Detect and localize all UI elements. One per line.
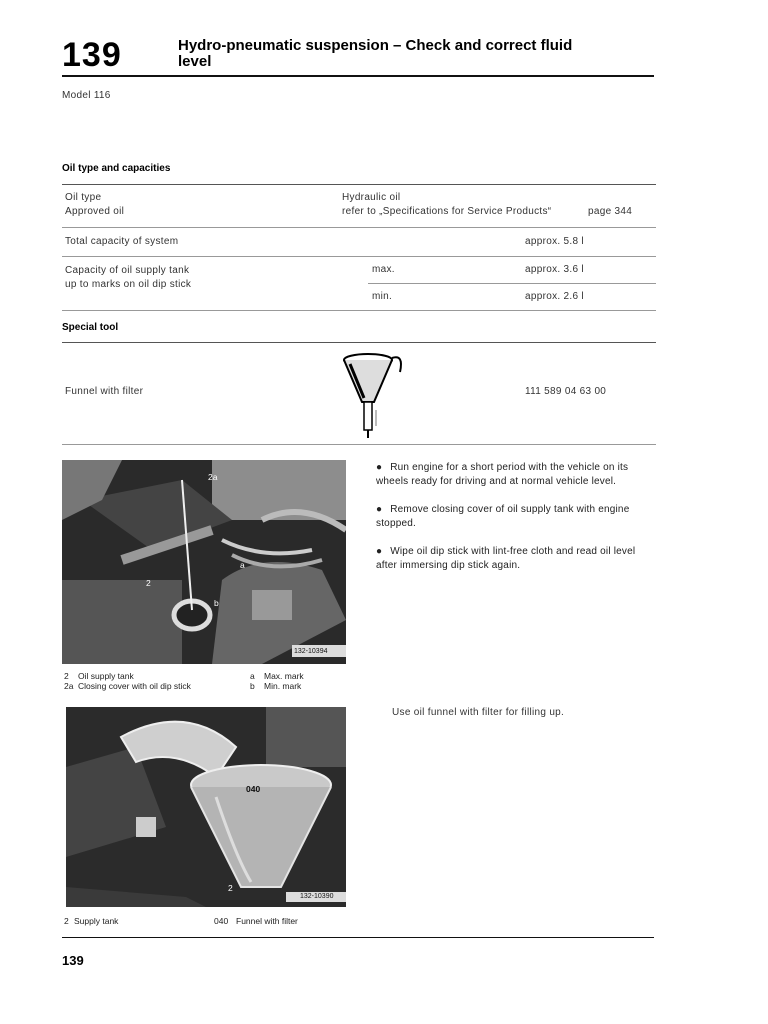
legend-item (64, 671, 191, 681)
page-title-line1: Hydro-pneumatic suspension – Check and correct fluid (178, 37, 573, 54)
model-label: Model 116 (62, 90, 111, 101)
legend-text: Min. mark (264, 681, 302, 691)
tool-number: 111 589 04 63 00 (525, 386, 607, 397)
approved-oil-value: refer to „Specifications for Service Products“ (342, 206, 552, 217)
instruction-item (376, 503, 658, 531)
instruction-item (376, 461, 658, 489)
page-title (178, 38, 572, 70)
legend-item (250, 671, 304, 681)
callout-b: b (214, 598, 219, 608)
approved-oil-label: Approved oil (65, 206, 125, 217)
oil-type-label: Oil type (65, 192, 102, 203)
max-value: approx. 3.6 l (525, 264, 584, 275)
funnel-note: Use oil funnel with filter for filling up. (392, 707, 565, 718)
engine-photo-1-drawing (62, 460, 346, 664)
min-label: min. (372, 291, 393, 302)
legend-key: a (250, 671, 255, 681)
oil-rule-1 (62, 184, 656, 185)
legend-text: Funnel with filter (236, 916, 298, 926)
figure2-legend-funnel (214, 916, 298, 926)
instruction-text: Run engine for a short period with the vehicle on its wheels ready for driving and at normal vehicle level. (376, 462, 629, 487)
oil-rule-2 (62, 227, 656, 228)
instruction-text: Remove closing cover of oil supply tank with engine stopped. (376, 504, 630, 529)
oil-rule-4 (62, 310, 656, 311)
legend-key: 040 (214, 916, 229, 926)
header-rule (62, 75, 654, 77)
bullet-icon: ● (376, 504, 383, 515)
photo-1-code: 132-10394 (294, 648, 328, 655)
callout-2-tank: 2 (228, 883, 233, 893)
legend-text: Closing cover with oil dip stick (78, 681, 191, 691)
legend-text: Supply tank (74, 916, 119, 926)
callout-040: 040 (246, 784, 261, 794)
legend-text: Max. mark (264, 671, 304, 681)
approved-oil-page: page 344 (588, 206, 633, 217)
oil-rule-3 (62, 256, 656, 257)
tool-rule-bottom (62, 444, 656, 445)
funnel-tool-drawing (340, 350, 410, 440)
oil-section-heading: Oil type and capacities (62, 163, 171, 174)
total-capacity-label: Total capacity of system (65, 236, 179, 247)
special-tool-heading: Special tool (62, 322, 119, 333)
page-title-line2: level (178, 53, 212, 70)
footer-page-number: 139 (62, 953, 84, 968)
engine-photo-2-drawing (66, 707, 346, 907)
figure1-legend-marks (250, 671, 304, 691)
oil-rule-minmax (368, 283, 656, 284)
engine-photo-1 (62, 460, 346, 664)
legend-text: Oil supply tank (78, 671, 134, 681)
legend-item (250, 681, 304, 691)
photo-2-code: 132-10390 (300, 893, 334, 900)
callout-2: 2 (146, 578, 151, 588)
engine-photo-2 (66, 707, 346, 907)
tool-label: Funnel with filter (65, 386, 144, 397)
instruction-item (376, 545, 658, 573)
callout-2a: 2a (208, 472, 218, 482)
section-number: 139 (62, 36, 122, 74)
figure1-legend (64, 671, 191, 691)
tank-capacity-label-2: up to marks on oil dip stick (65, 279, 192, 290)
legend-key: 2 (64, 916, 69, 926)
total-capacity-value: approx. 5.8 l (525, 236, 584, 247)
tool-rule-top (62, 342, 656, 343)
instruction-text: Wipe oil dip stick with lint-free cloth and read oil level after immersing dip stick again. (376, 546, 636, 571)
instruction-list (376, 461, 658, 587)
legend-key: 2a (64, 681, 74, 691)
oil-type-value: Hydraulic oil (342, 192, 401, 203)
legend-key: 2 (64, 671, 69, 681)
callout-a: a (240, 560, 245, 570)
min-value: approx. 2.6 l (525, 291, 584, 302)
bullet-icon: ● (376, 462, 383, 473)
legend-key: b (250, 681, 255, 691)
legend-item (64, 681, 191, 691)
bullet-icon: ● (376, 546, 383, 557)
max-label: max. (372, 264, 395, 275)
figure2-legend-tank (64, 916, 118, 926)
tank-capacity-label-1: Capacity of oil supply tank (65, 265, 190, 276)
footer-rule (62, 937, 654, 938)
